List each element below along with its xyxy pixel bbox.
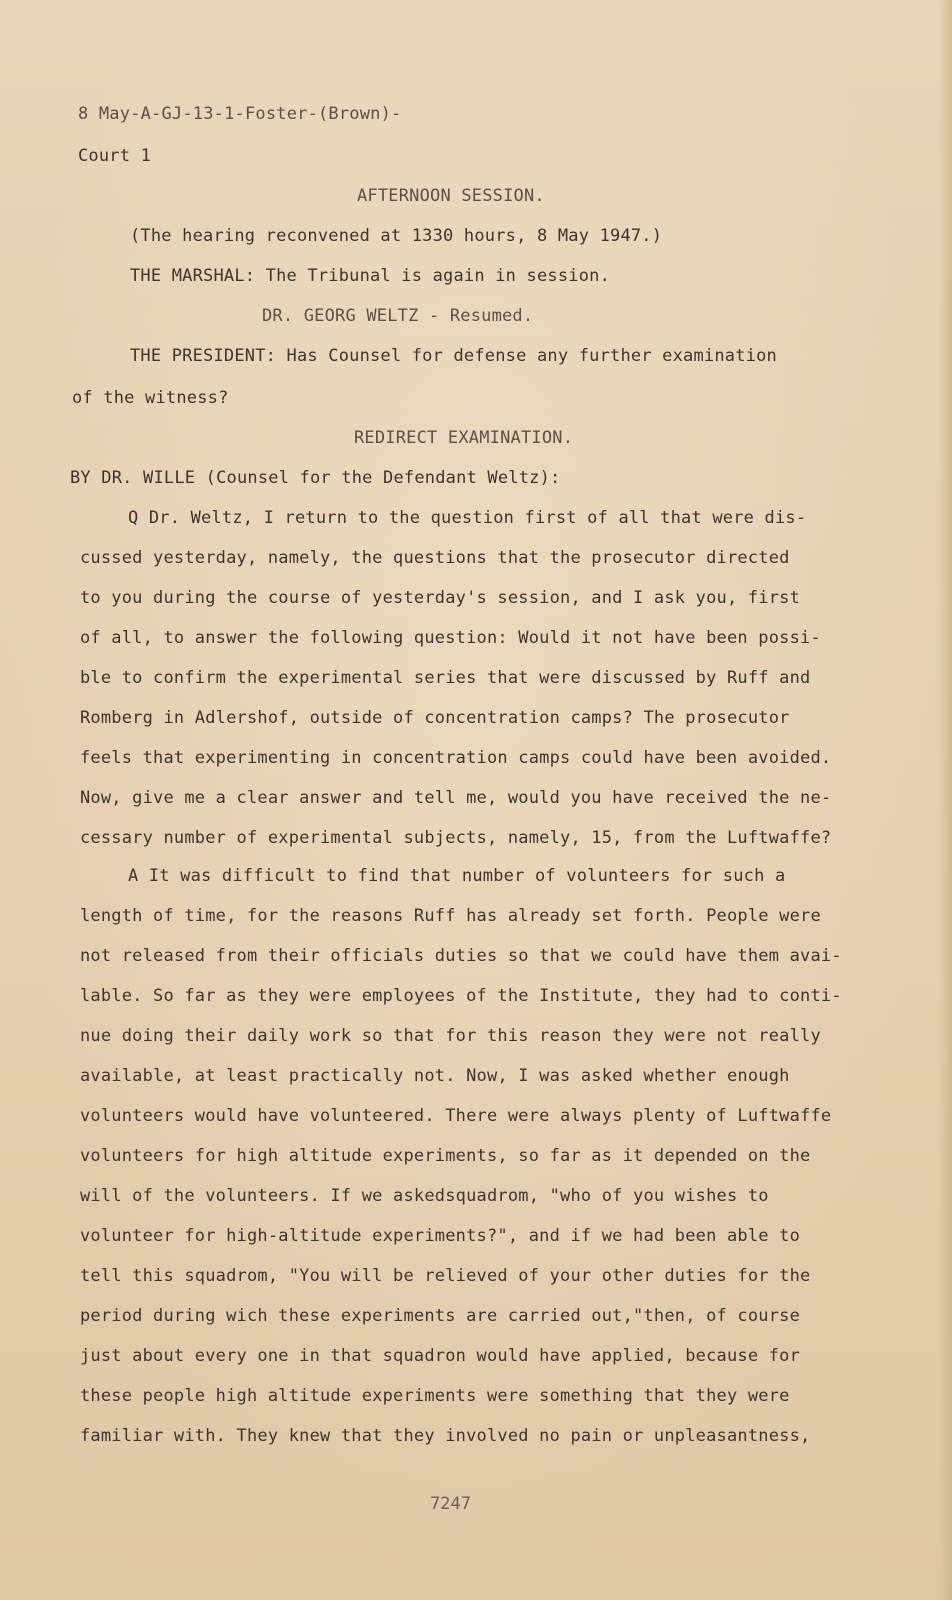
answer-line: familiar with. They knew that they involved no pain or unpleasantness,: [80, 1426, 811, 1446]
examiner-line: BY DR. WILLE (Counsel for the Defendant Weltz):: [70, 468, 561, 488]
question-line: Romberg in Adlershof, outside of concentration camps? The prosecutor: [80, 708, 790, 728]
question-line: of all, to answer the following question: Would it not have been possi-: [80, 628, 821, 648]
answer-line: period during wich these experiments are carried out,"then, of course: [80, 1306, 801, 1326]
redirect-heading: REDIRECT EXAMINATION.: [354, 428, 574, 448]
question-line: ble to confirm the experimental series that were discussed by Ruff and: [80, 668, 811, 688]
file-reference: 8 May-A-GJ-13-1-Foster-(Brown)-: [78, 104, 402, 124]
answer-line: not released from their officials duties so that we could have them avai-: [80, 946, 842, 966]
answer-line: available, at least practically not. Now, I was asked whether enough: [80, 1066, 790, 1086]
witness-heading: DR. GEORG WELTZ - Resumed.: [262, 306, 534, 326]
answer-line: A It was difficult to find that number of volunteers for such a: [128, 866, 786, 886]
president-line-2: of the witness?: [72, 388, 229, 408]
answer-line: length of time, for the reasons Ruff has already set forth. People were: [80, 906, 821, 926]
answer-line: will of the volunteers. If we askedsquadrom, "who of you wishes to: [80, 1186, 769, 1206]
answer-line: just about every one in that squadron would have applied, because for: [80, 1346, 801, 1366]
answer-line: these people high altitude experiments were something that they were: [80, 1386, 790, 1406]
question-line: to you during the course of yesterday's session, and I ask you, first: [80, 588, 801, 608]
page-number: 7247: [430, 1494, 471, 1514]
question-line: cessary number of experimental subjects, namely, 15, from the Luftwaffe?: [80, 828, 832, 848]
question-line: Q Dr. Weltz, I return to the question first of all that were dis-: [128, 508, 807, 528]
court-label: Court 1: [78, 146, 152, 166]
answer-line: volunteers would have volunteered. There were always plenty of Luftwaffe: [80, 1106, 832, 1126]
president-line-1: THE PRESIDENT: Has Counsel for defense any further examination: [130, 346, 777, 366]
answer-line: nue doing their daily work so that for this reason they were not really: [80, 1026, 821, 1046]
answer-line: lable. So far as they were employees of the Institute, they had to conti-: [80, 986, 842, 1006]
page-edge-shadow: [938, 0, 952, 1600]
answer-line: volunteer for high-altitude experiments?", and if we had been able to: [80, 1226, 801, 1246]
question-line: feels that experimenting in concentration camps could have been avoided.: [80, 748, 832, 768]
answer-line: tell this squadrom, "You will be relieved of your other duties for the: [80, 1266, 811, 1286]
reconvened-note: (The hearing reconvened at 1330 hours, 8 May 1947.): [130, 226, 663, 246]
marshal-line: THE MARSHAL: The Tribunal is again in session.: [130, 266, 611, 286]
question-line: cussed yesterday, namely, the questions that the prosecutor directed: [80, 548, 790, 568]
session-title: AFTERNOON SESSION.: [357, 186, 545, 206]
answer-line: volunteers for high altitude experiments, so far as it depended on the: [80, 1146, 811, 1166]
question-line: Now, give me a clear answer and tell me, would you have received the ne-: [80, 788, 832, 808]
